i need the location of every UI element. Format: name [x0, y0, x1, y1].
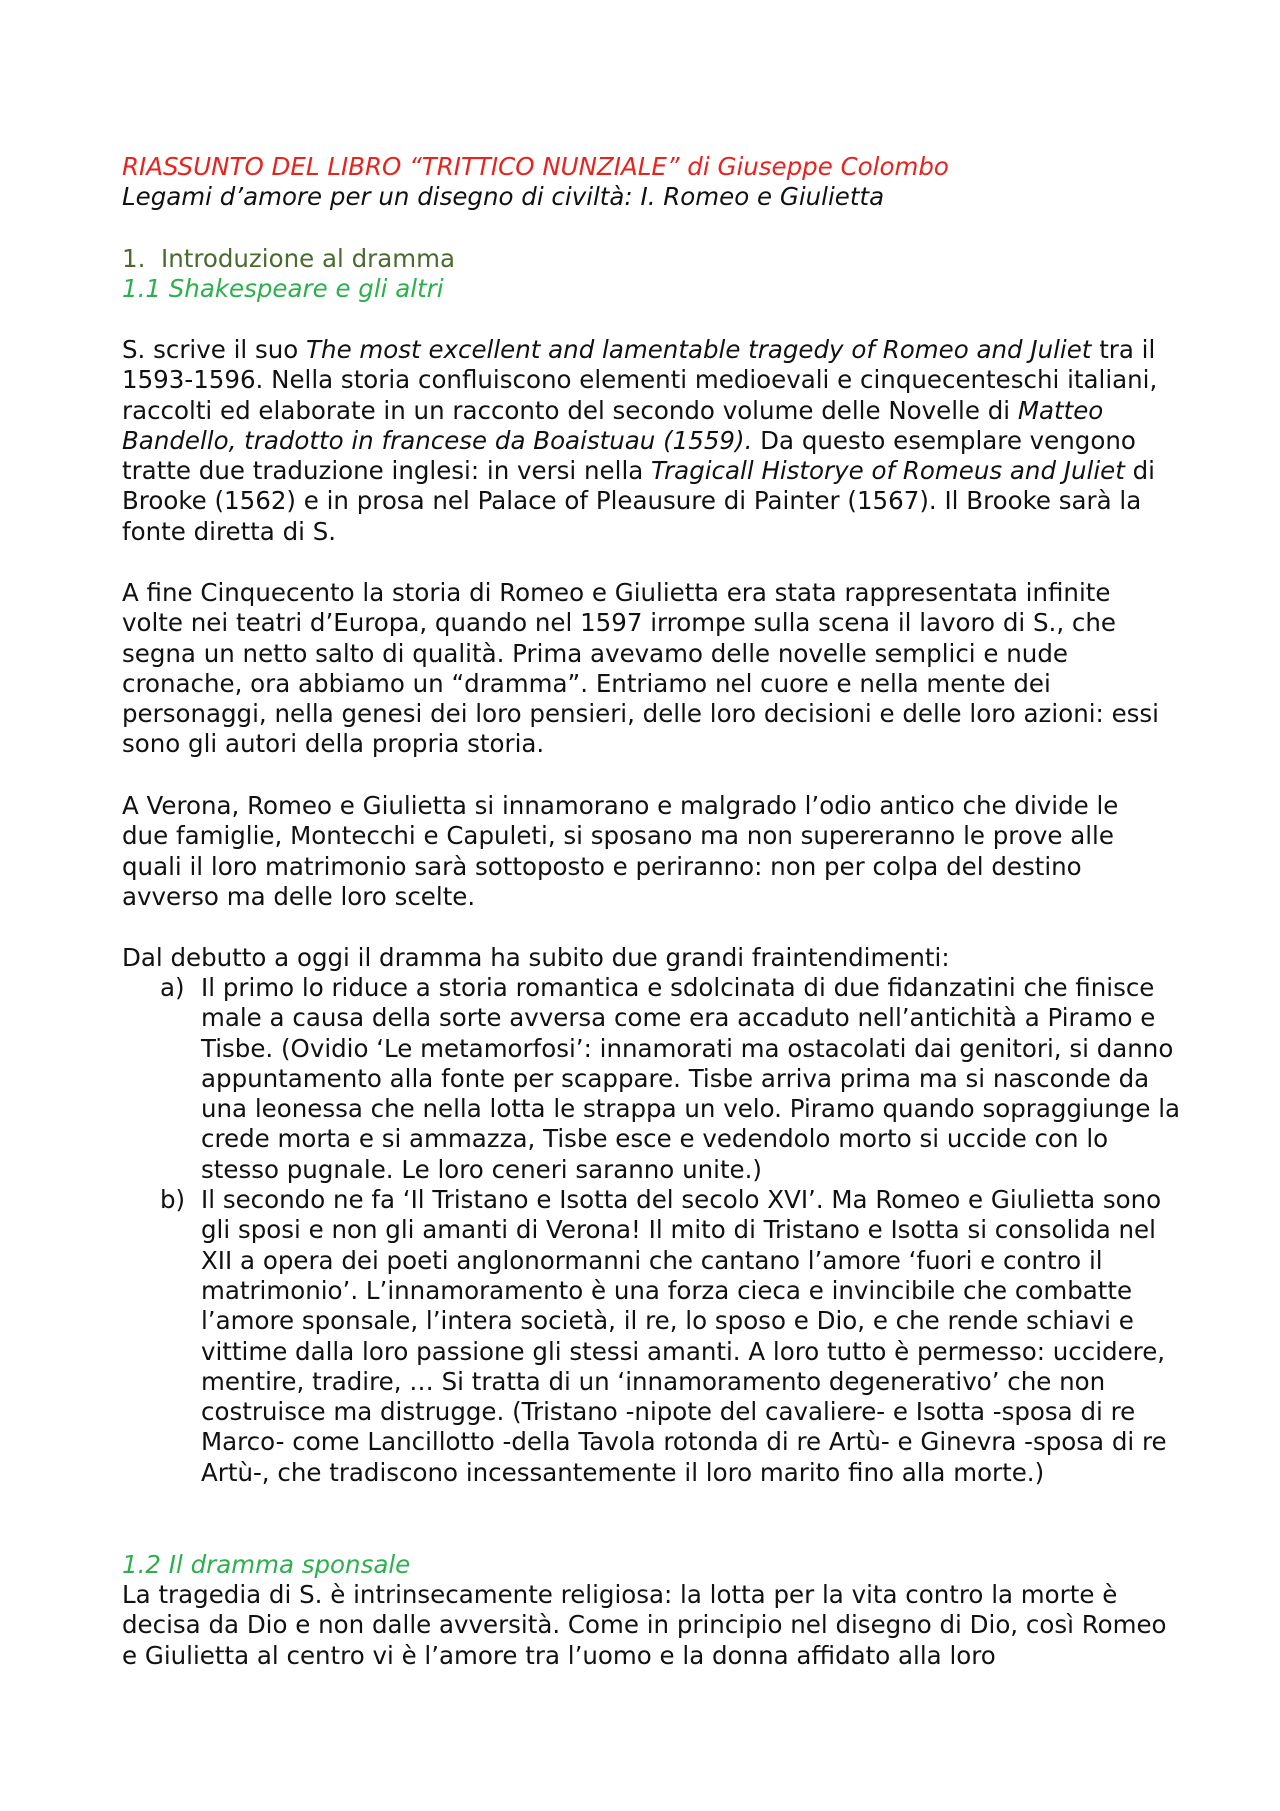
list-item-label: b): [160, 1185, 186, 1215]
para1-brooke-title: Tragicall Historye of Romeus and Juliet: [651, 456, 1125, 486]
paragraph-4: Dal debutto a oggi il dramma ha subito due grandi fraintendimenti:: [122, 943, 950, 972]
section-1-heading: [122, 244, 1172, 274]
paragraph-1: [122, 335, 1172, 547]
section-1-1-heading: 1.1 Shakespeare e gli altri: [122, 274, 444, 303]
para1-text-c: tra il 1593-1596. Nella storia confluiscono elementi medioevali e cinquecenteschi italiani, raccolti ed elaborate in un racconto del secondo volume delle Novelle di: [122, 335, 1158, 425]
section-1-2-heading: 1.2 Il dramma sponsale: [122, 1550, 411, 1579]
title-line-1: RIASSUNTO DEL LIBRO “TRITTICO NUNZIALE” di Giuseppe Colombo: [122, 152, 949, 181]
list-item-text: Il primo lo riduce a storia romantica e sdolcinata di due fidanzatini che finisce male a causa della sorte avversa come era accaduto nell’antichità a Piramo e Tisbe. (Ovidio ‘Le metamorfosi’: innamorati ma ostacolati dai genitori, si danno appuntamento alla fonte per scappare. Tisbe arriva prima ma si nasconde da una leonessa che nella lotta le strappa un velo. Piramo quando sopraggiunge la crede morta e si ammazza, Tisbe esce e vedendolo morto si uccide con lo stesso pugnale. Le loro ceneri saranno unite.): [201, 973, 1181, 1184]
para1-text-a: S. scrive il suo: [122, 335, 307, 364]
para1-text-e: Da questo esemplare vengono tratte due traduzione inglesi: in versi nella: [122, 425, 1136, 486]
paragraph-2: A fine Cinquecento la storia di Romeo e Giulietta era stata rappresentata infinite volte nei teatri d’Europa, quando nel 1597 irrompe sulla scena il lavoro di S., che segna un netto salto di qualità. Prima avevamo delle novelle semplici e nude cronache, ora abbiamo un “dramma”. Entriamo nel cuore e nella mente dei personaggi, nella genesi dei loro pensieri, delle loro decisioni e delle loro azioni: essi sono gli autori della propria storia.: [122, 578, 1159, 759]
title-line-2: Legami d’amore per un disegno di civiltà: I. Romeo e Giulietta: [122, 182, 885, 212]
paragraph-3: A Verona, Romeo e Giulietta si innamorano e malgrado l’odio antico che divide le due famiglie, Montecchi e Capuleti, si sposano ma non supereranno le prove alle quali il loro matrimonio sarà sottoposto e periranno: non per colpa del destino avverso ma delle loro scelte.: [122, 791, 1119, 911]
list-item-label: a): [160, 973, 185, 1002]
para1-text-g: di Brooke (1562) e in prosa nel Palace of Pleausure di Painter (1567). Il Brooke sarà la fonte diretta di S.: [122, 456, 1155, 546]
misunderstandings-list: [160, 973, 1190, 1488]
paragraph-5: La tragedia di S. è intrinsecamente religiosa: la lotta per la vita contro la morte è decisa da Dio e non dalle avversità. Come in principio nel disegno di Dio, così Romeo e Giulietta al centro vi è l’amore tra l’uomo e la donna affidato alla loro: [122, 1580, 1167, 1670]
list-item: [160, 1185, 1190, 1488]
para1-work-title: The most excellent and lamentable tragedy of Romeo and Juliet: [306, 335, 1092, 364]
section-1-number: 1.: [122, 244, 146, 273]
section-1-title: Introduzione al dramma: [160, 244, 455, 273]
list-item-text: Il secondo ne fa ‘Il Tristano e Isotta del secolo XVI’. Ma Romeo e Giulietta sono gli sposi e non gli amanti di Verona! Il mito di Tristano e Isotta si consolida nel XII a opera dei poeti anglonormanni che cantano l’amore ‘fuori e contro il matrimonio’. L’innamoramento è una forza cieca e invincibile che combatte l’amore sponsale, l’intera società, il re, lo sposo e Dio, e che rende schiavi e vittime dalla loro passione gli stessi amanti. A loro tutto è permesso: uccidere, mentire, tradire, … Si tratta di un ‘innamoramento degenerativo’ che non costruisce ma distrugge. (Tristano -nipote del cavaliere- e Isotta -sposa di re Marco- come Lancillotto -della Tavola rotonda di re Artù- e Ginevra -sposa di re Artù-, che tradiscono incessantemente il loro marito fino alla morte.): [201, 1185, 1167, 1487]
document-title: [122, 152, 1172, 213]
list-item: [160, 973, 1190, 1185]
para1-source: Matteo Bandello, tradotto in francese da Boaistuau (1559).: [122, 395, 1104, 455]
